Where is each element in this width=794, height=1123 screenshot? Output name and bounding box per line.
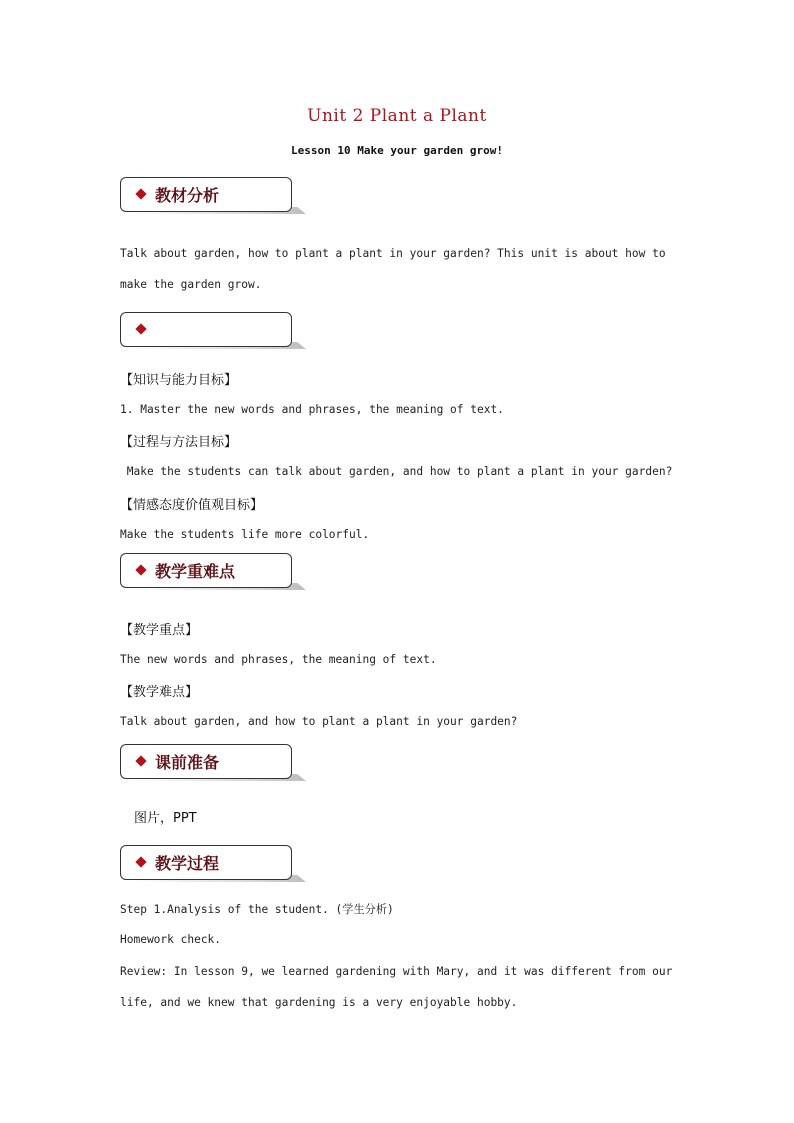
section-box-analysis	[120, 177, 292, 212]
section-box-process	[120, 845, 292, 880]
diamond-bullet-icon	[135, 323, 146, 334]
goal-knowledge-text: 1. Master the new words and phrases, the meaning of text.	[120, 403, 504, 416]
document-title: Unit 2 Plant a Plant	[307, 106, 487, 126]
diamond-bullet-icon	[135, 755, 146, 766]
step1-text: Step 1.Analysis of the student. (学生分析)	[120, 903, 394, 916]
diamond-bullet-icon	[135, 856, 146, 867]
goal-process-text: Make the students can talk about garden, and how to plant a plant in your garden?	[120, 465, 673, 478]
review-line1: Review: In lesson 9, we learned gardening with Mary, and it was different from our	[120, 965, 673, 978]
diamond-bullet-icon	[135, 564, 146, 575]
goal-emotion-text: Make the students life more colorful.	[120, 528, 370, 541]
section-box-goals	[120, 312, 292, 347]
key-text: The new words and phrases, the meaning of text.	[120, 653, 437, 666]
section-heading-analysis: 教材分析	[155, 186, 220, 205]
goal-process-label: 【过程与方法目标】	[120, 435, 238, 450]
diamond-bullet-icon	[135, 188, 146, 199]
key-label: 【教学重点】	[120, 623, 199, 638]
analysis-text-line2: make the garden grow.	[120, 278, 262, 291]
section-heading-prep: 课前准备	[155, 753, 220, 772]
prep-text: 图片，PPT	[134, 811, 197, 826]
difficult-text: Talk about garden, and how to plant a plant in your garden?	[120, 715, 518, 728]
goal-emotion-label: 【情感态度价值观目标】	[120, 498, 264, 513]
section-heading-keypoints: 教学重难点	[155, 562, 236, 581]
section-heading-process: 教学过程	[155, 854, 220, 873]
section-box-prep	[120, 744, 292, 779]
goal-knowledge-label: 【知识与能力目标】	[120, 373, 238, 388]
homework-text: Homework check.	[120, 933, 222, 946]
review-line2: life, and we knew that gardening is a very enjoyable hobby.	[120, 996, 518, 1009]
analysis-text-line1: Talk about garden, how to plant a plant in your garden? This unit is about how to	[120, 247, 666, 260]
section-box-keypoints	[120, 553, 292, 588]
lesson-subtitle: Lesson 10 Make your garden grow!	[291, 144, 503, 157]
difficult-label: 【教学难点】	[120, 685, 199, 700]
